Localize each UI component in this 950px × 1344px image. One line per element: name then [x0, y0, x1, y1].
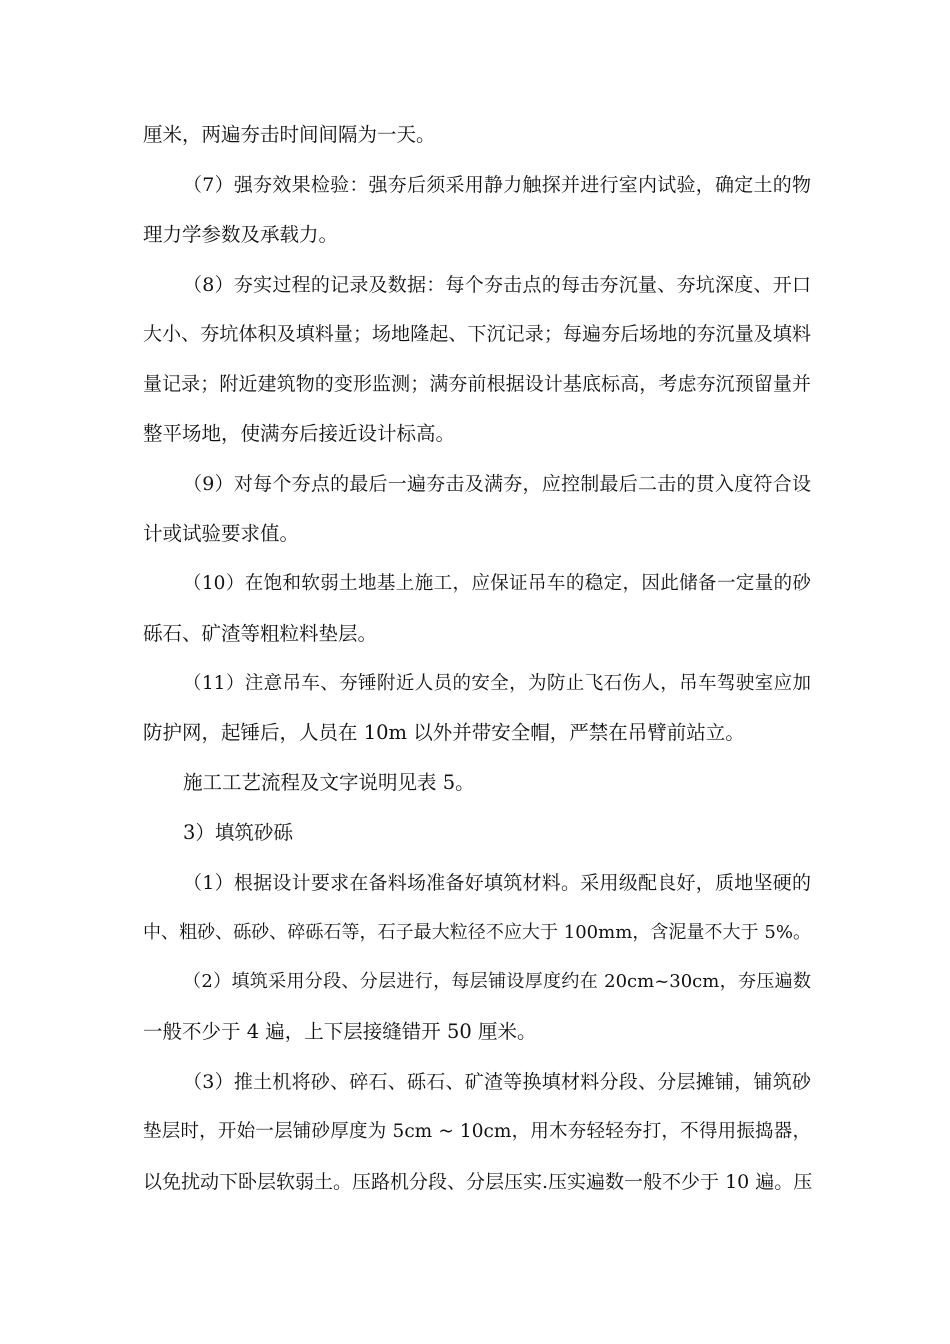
text-line: （2）填筑采用分段、分层进行，每层铺设厚度约在 20cm~30cm，夯压遍数: [183, 971, 811, 992]
text-line: 砾石、矿渣等粗粒料垫层。: [143, 622, 378, 645]
text-line: 大小、夯坑体积及填料量；场地隆起、下沉记录；每遍夯后场地的夯沉量及填料: [143, 323, 811, 345]
text-line: 量记录；附近建筑物的变形监测；满夯前根据设计基底标高，考虑夯沉预留量并: [143, 373, 811, 395]
text-line: （3）推土机将砂、碎石、砾石、矿渣等换填材料分段、分层摊铺，铺筑砂: [183, 1071, 811, 1093]
text-line: 整平场地，使满夯后接近设计标高。: [143, 422, 456, 445]
section-heading: 3）填筑砂砾: [183, 821, 293, 844]
text-line: 中、粗砂、砾砂、碎砾石等，石子最大粒径不应大于 100mm，含泥量不大于 5%。: [143, 922, 811, 943]
text-line: （9）对每个夯点的最后一遍夯击及满夯，应控制最后二击的贯入度符合设: [183, 473, 811, 495]
text-line: 厘米，两遍夯击时间间隔为一天。: [143, 123, 436, 146]
text-line: 计或试验要求值。: [143, 522, 300, 545]
text-line: 施工工艺流程及文字说明见表 5。: [183, 771, 475, 794]
text-line: 一般不少于 4 遍，上下层接缝错开 50 厘米。: [143, 1020, 537, 1043]
text-line: 以免扰动下卧层软弱土。压路机分段、分层压实.压实遍数一般不少于 10 遍。压: [143, 1171, 813, 1193]
text-line: （10）在饱和软弱土地基上施工，应保证吊车的稳定，因此储备一定量的砂: [183, 573, 811, 594]
text-line: （7）强夯效果检验：强夯后须采用静力触探并进行室内试验，确定土的物: [183, 174, 811, 196]
text-line: （11）注意吊车、夯锤附近人员的安全，为防止飞石伤人，吊车驾驶室应加: [183, 673, 811, 694]
text-line: 垫层时，开始一层铺砂厚度为 5cm ~ 10cm，用木夯轻轻夯打，不得用振捣器，: [143, 1121, 811, 1142]
text-line: （1）根据设计要求在备料场准备好填筑材料。采用级配良好，质地坚硬的: [183, 872, 811, 894]
text-line: 理力学参数及承载力。: [143, 223, 339, 246]
text-line: （8）夯实过程的记录及数据：每个夯击点的每击夯沉量、夯坑深度、开口: [183, 274, 811, 296]
text-line: 防护网，起锤后，人员在 10m 以外并带安全帽，严禁在吊臂前站立。: [143, 721, 745, 744]
